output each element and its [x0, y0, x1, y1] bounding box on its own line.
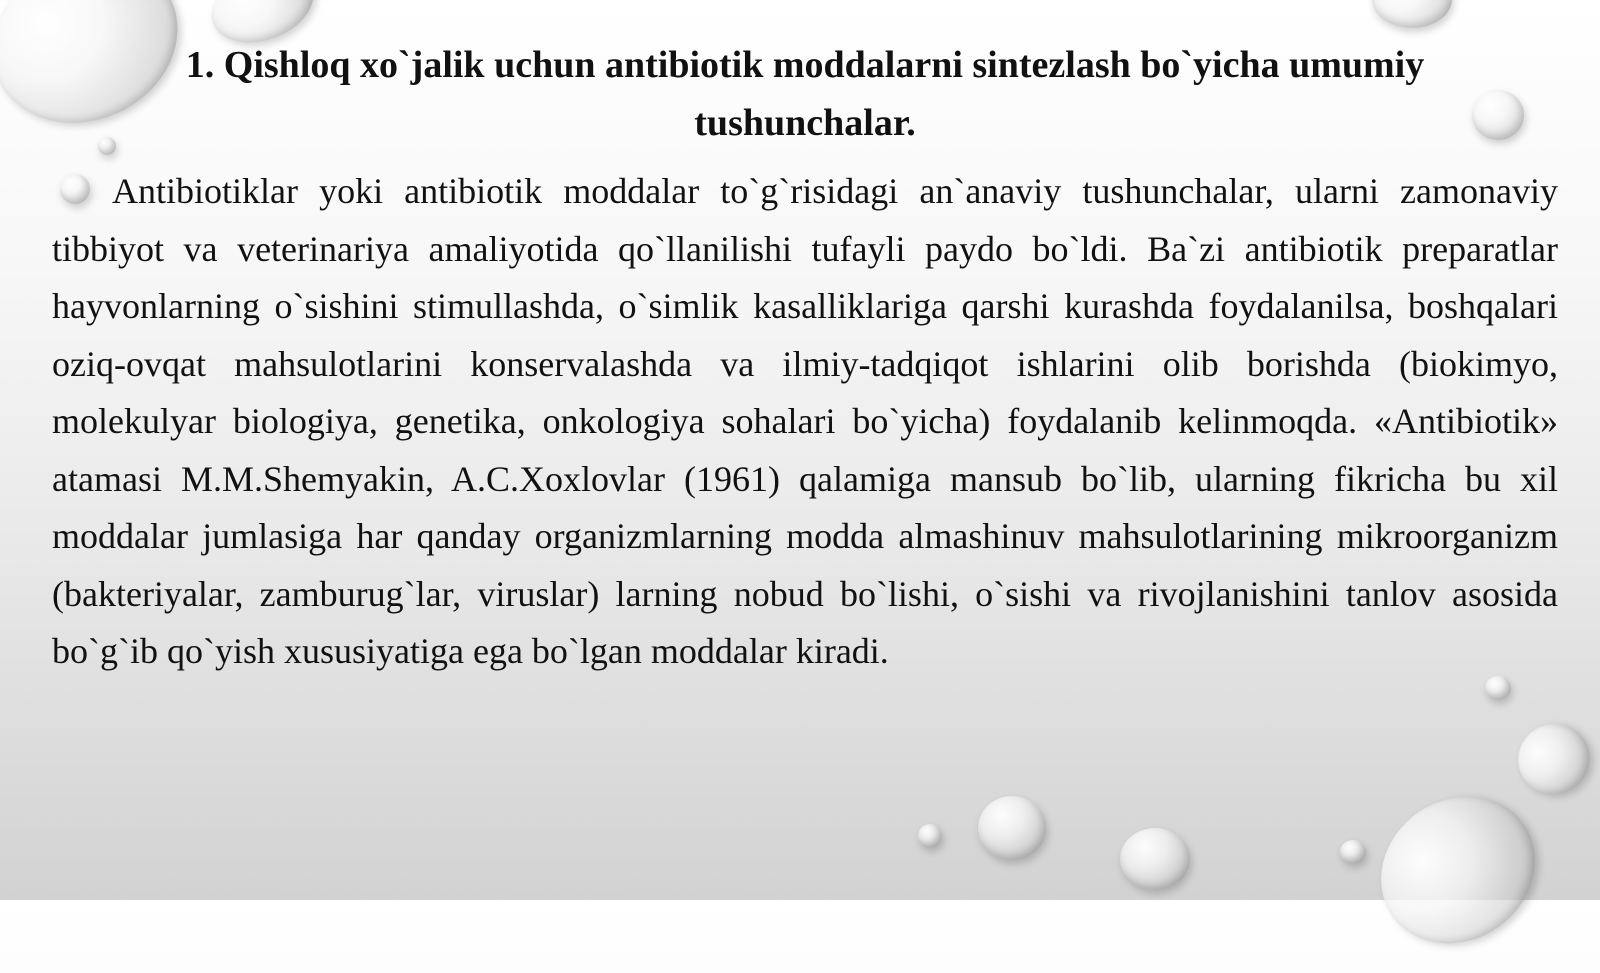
water-drop-decoration [1505, 711, 1600, 808]
water-drop-decoration [918, 824, 942, 848]
water-drop-decoration [1372, 0, 1452, 28]
body-paragraph: Antibiotiklar yoki antibiotik moddalar to`g`risidagi an`anaviy tushunchalar, ularni zamonaviy tibbiyot va veterinariya amaliyotida qo`llanilishi tufayli paydo bo`ldi. Ba`zi antibiotik preparatlar hayvonlarning o`sishini stimullashda, o`simlik kasalliklariga qarshi kurashda foydalanilsa, boshqalari oziq-ovqat mahsulotlarini konservalashda va ilmiy-tadqiqot ishlarini olib borishda (biokimyo, molekulyar biologiya, genetika, onkologiya sohalari bo`yicha) foydalanib kelinmoqda. «Antibiotik» atamasi M.M.Shemyakin, A.C.Xoxlovlar (1961) qalamiga mansub bo`lib, ularning fikricha bu xil moddalar jumlasiga har qanday organizmlarning modda almashinuv mahsulotlarining mikroorganizm (bakteriyalar, zamburug`lar, viruslar) larning nobud bo`lishi, o`sishi va rivojlanishini tanlov asosida bo`g`ib qo`yish xususiyatiga ega bo`lgan moddalar kiradi. [52, 171, 1558, 671]
water-drop-decoration [1120, 828, 1190, 890]
slide-title: 1. Qishloq xo`jalik uchun antibiotik moddalarni sintezlash bo`yicha umumiy tushunchalar. [185, 44, 1425, 144]
water-drop-decoration [98, 137, 116, 155]
water-drop-decoration [978, 796, 1046, 860]
water-drop-decoration [1340, 840, 1366, 864]
water-drop-decoration [1352, 767, 1563, 973]
